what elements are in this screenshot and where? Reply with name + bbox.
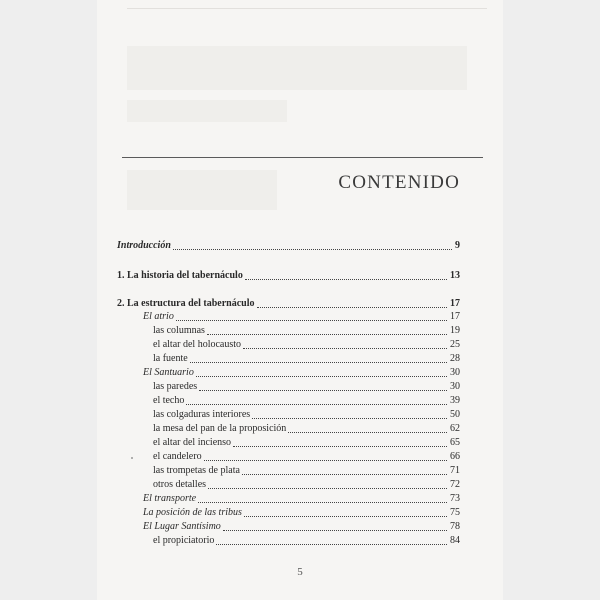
toc-entry[interactable] [117,492,460,505]
toc-entry[interactable] [117,239,460,252]
toc-entry-label: El atrio [143,311,174,322]
toc-entry-page: 39 [450,395,460,406]
toc-entry-page: 28 [450,353,460,364]
toc-entry-label: El transporte [143,493,197,504]
toc-entry-label: Introducción [117,240,171,251]
toc-entry[interactable] [117,352,460,365]
toc-entry-page: 25 [450,339,460,350]
toc-entry-page: 71 [450,465,460,476]
dot-leader [186,404,447,405]
dot-leader [208,488,447,489]
toc-entry[interactable] [117,436,460,449]
toc-entry-label: la fuente [153,353,188,364]
toc-entry-label: las colgaduras interiores [153,409,251,420]
toc-entry-label: el altar del incienso [153,437,232,448]
book-page [97,0,503,600]
header-rule [122,157,483,158]
toc-entry-label: el propiciatorio [153,535,215,546]
toc-entry-page: 30 [450,367,460,378]
dot-leader [242,474,447,475]
toc-entry-label: las trompetas de plata [153,465,240,476]
dot-leader [245,279,447,280]
toc-entry-label: el candelero [153,451,202,462]
dot-leader [252,418,447,419]
dot-leader [216,544,447,545]
toc-entry[interactable] [117,520,460,533]
dot-leader [176,320,447,321]
bleed-through-block [127,46,467,90]
toc-entry[interactable] [117,380,460,393]
toc-entry[interactable] [117,310,460,323]
toc-entry-page: 84 [450,535,460,546]
dot-leader [257,307,448,308]
toc-entry[interactable] [117,506,460,519]
dot-leader [173,249,452,250]
toc-entry-label: 1. La historia del tabernáculo [117,270,243,281]
toc-entry[interactable] [117,450,460,463]
toc-entry-page: 17 [450,298,460,309]
dot-leader [204,460,447,461]
toc-entry-label: El Santuario [143,367,194,378]
toc-entry-label: El Lugar Santísimo [143,521,221,532]
toc-entry-page: 30 [450,381,460,392]
toc-entry-page: 73 [450,493,460,504]
toc-entry[interactable] [117,408,460,421]
toc-entry[interactable] [117,478,460,491]
toc-entry[interactable] [117,338,460,351]
bleed-through-block [127,100,287,122]
toc-entry[interactable] [117,534,460,547]
toc-entry-page: 72 [450,479,460,490]
dot-leader [207,334,447,335]
toc-entry-page: 50 [450,409,460,420]
toc-entry-label: 2. La estructura del tabernáculo [117,298,255,309]
dot-leader [244,516,447,517]
toc-entry-page: 19 [450,325,460,336]
toc-entry-label: el techo [153,395,185,406]
paper-speck [131,457,133,459]
toc-entry-label: otros detalles [153,479,207,490]
dot-leader [199,390,447,391]
toc-entry-page: 78 [450,521,460,532]
dot-leader [288,432,447,433]
toc-entry[interactable] [117,394,460,407]
toc-entry-label: las columnas [153,325,205,336]
toc-entry[interactable] [117,422,460,435]
toc-entry[interactable] [117,269,460,282]
dot-leader [233,446,447,447]
bleed-through-header [127,0,487,9]
toc-entry[interactable] [117,464,460,477]
toc-entry[interactable] [117,324,460,337]
dot-leader [196,376,447,377]
toc-entry-page: 66 [450,451,460,462]
page-number: 5 [297,566,303,578]
toc-entry-page: 17 [450,311,460,322]
dot-leader [223,530,447,531]
toc-entry-page: 75 [450,507,460,518]
toc-entry-label: La posición de las tribus [143,507,242,518]
page-title: CONTENIDO [338,172,460,193]
toc-entry-page: 65 [450,437,460,448]
toc-entry-label: la mesa del pan de la proposición [153,423,287,434]
dot-leader [243,348,447,349]
dot-leader [190,362,447,363]
toc-entry-page: 13 [450,270,460,281]
dot-leader [198,502,447,503]
toc-entry[interactable] [117,297,460,310]
toc-entry-label: el altar del holocausto [153,339,242,350]
toc-entry-page: 9 [455,240,460,251]
toc-entry-label: las paredes [153,381,198,392]
toc-entry[interactable] [117,366,460,379]
toc-entry-page: 62 [450,423,460,434]
